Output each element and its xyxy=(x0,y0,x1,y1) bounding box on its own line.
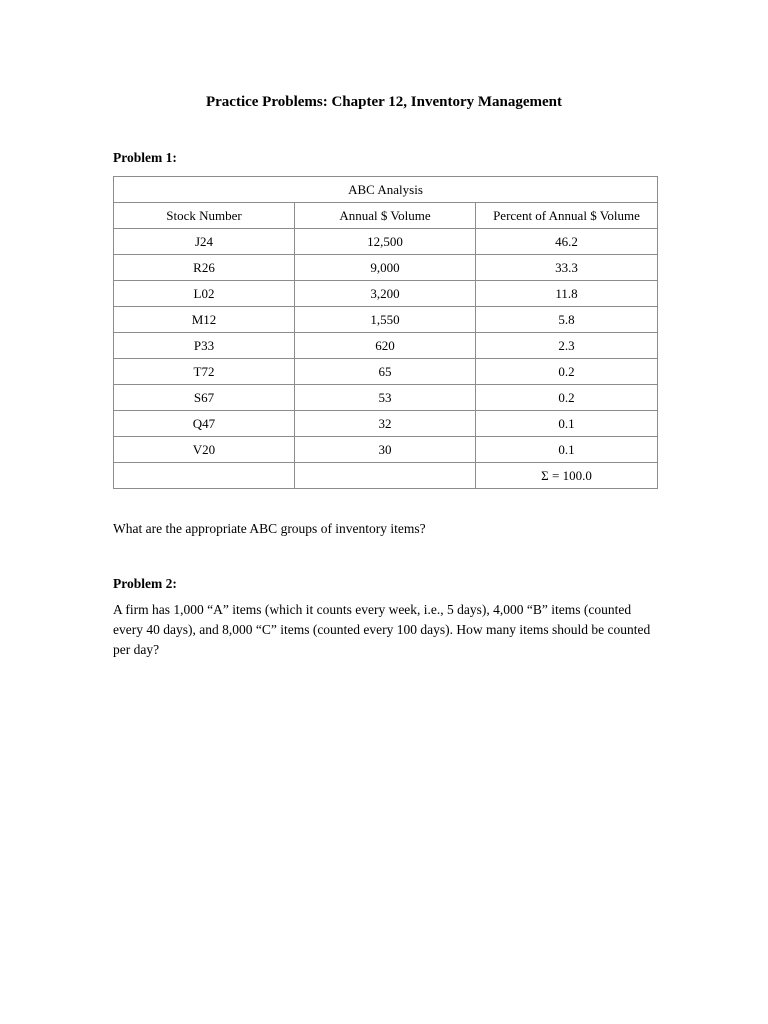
problem-1-heading: Problem 1: xyxy=(113,150,177,165)
percent-volume-cell: 5.8 xyxy=(476,307,658,333)
table-row xyxy=(114,437,658,463)
stock-number-cell: V20 xyxy=(114,437,295,463)
percent-volume-cell: 0.2 xyxy=(476,385,658,411)
table-row xyxy=(114,281,658,307)
table-caption-row xyxy=(114,177,658,203)
annual-volume-cell: 30 xyxy=(295,437,476,463)
annual-volume-cell: 1,550 xyxy=(295,307,476,333)
abc-analysis-table xyxy=(113,176,658,489)
annual-volume-cell: 9,000 xyxy=(295,255,476,281)
problem-1-question: What are the appropriate ABC groups of inventory items? xyxy=(113,521,426,536)
problem-2-heading: Problem 2: xyxy=(113,576,177,591)
column-header-stock-number: Stock Number xyxy=(114,203,295,229)
table-total-row xyxy=(114,463,658,489)
percent-volume-cell: 46.2 xyxy=(476,229,658,255)
column-header-annual-volume: Annual $ Volume xyxy=(295,203,476,229)
annual-volume-cell: 3,200 xyxy=(295,281,476,307)
table-header-row xyxy=(114,203,658,229)
table-row xyxy=(114,333,658,359)
percent-volume-cell: 2.3 xyxy=(476,333,658,359)
stock-number-cell: J24 xyxy=(114,229,295,255)
annual-volume-cell: 32 xyxy=(295,411,476,437)
stock-number-cell: M12 xyxy=(114,307,295,333)
percent-volume-cell: 0.2 xyxy=(476,359,658,385)
percent-volume-cell: 33.3 xyxy=(476,255,658,281)
table-caption: ABC Analysis xyxy=(114,177,658,203)
problem-2-text: A firm has 1,000 “A” items (which it counts every week, i.e., 5 days), 4,000 “B” items (counted every 40 days), and 8,000 “C” items (counted every 100 days). How many items should be counted per day? xyxy=(113,602,651,657)
stock-number-cell: Q47 xyxy=(114,411,295,437)
percent-volume-cell: 0.1 xyxy=(476,411,658,437)
table-row xyxy=(114,307,658,333)
table-row xyxy=(114,411,658,437)
percent-volume-cell: 11.8 xyxy=(476,281,658,307)
annual-volume-cell: 620 xyxy=(295,333,476,359)
table-row xyxy=(114,229,658,255)
stock-number-cell: R26 xyxy=(114,255,295,281)
percent-total-cell: Σ = 100.0 xyxy=(476,463,658,489)
annual-volume-cell: 65 xyxy=(295,359,476,385)
stock-number-cell: T72 xyxy=(114,359,295,385)
total-empty-cell xyxy=(114,463,295,489)
total-empty-cell xyxy=(295,463,476,489)
stock-number-cell: P33 xyxy=(114,333,295,359)
table-row xyxy=(114,255,658,281)
percent-volume-cell: 0.1 xyxy=(476,437,658,463)
table-row xyxy=(114,359,658,385)
page-title: Practice Problems: Chapter 12, Inventory Management xyxy=(205,94,563,110)
stock-number-cell: S67 xyxy=(114,385,295,411)
table-row xyxy=(114,385,658,411)
annual-volume-cell: 53 xyxy=(295,385,476,411)
column-header-percent-volume: Percent of Annual $ Volume xyxy=(476,203,658,229)
stock-number-cell: L02 xyxy=(114,281,295,307)
annual-volume-cell: 12,500 xyxy=(295,229,476,255)
